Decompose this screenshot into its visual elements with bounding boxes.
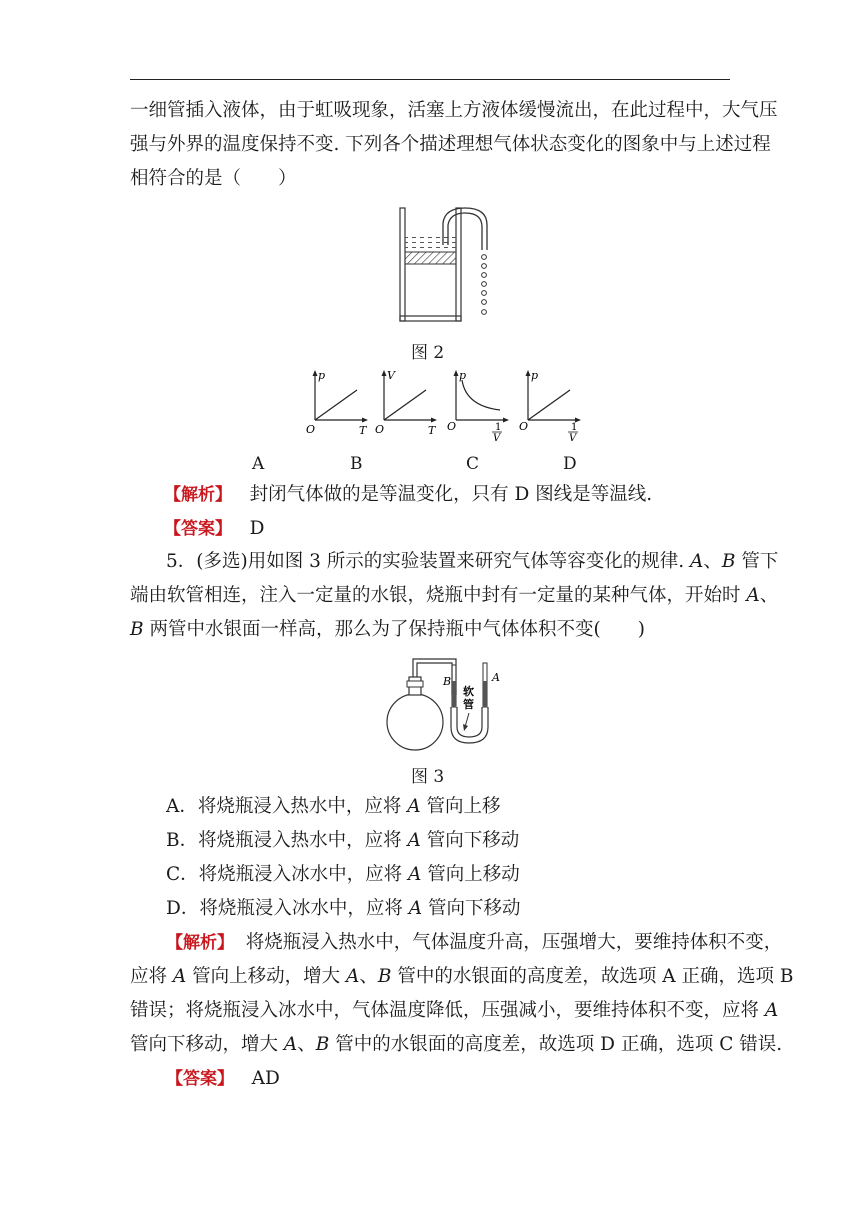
q4-stem [130,94,778,196]
q4-answer-tag: 【答案】 [164,519,232,539]
graph-c-origin: O [447,420,457,433]
figure-3-label-a: A [492,671,500,684]
graph-b [374,368,444,440]
graph-d-label: D [563,454,577,474]
q5-line-2: 端由软管相连，注入一定量的水银，烧瓶中封有一定量的某种气体，开始时 A、 [130,585,779,606]
graph-d [518,368,588,444]
q5-stem [130,545,779,647]
graph-c-x-num: 1 [495,422,502,433]
figure-3-label-b: B [443,675,452,688]
graph-c-label: C [466,454,480,474]
figure-2-caption: 图 2 [411,343,445,363]
q4-answer-text: D [249,518,265,539]
graph-c [446,368,516,444]
figure-3-caption: 图 3 [411,767,445,787]
graph-d-y-label: p [531,369,539,382]
graph-a-y-label: p [318,369,326,382]
option-b: B．将烧瓶浸入热水中，应将 A 管向下移动 [166,830,520,851]
graph-d-x-num: 1 [571,422,578,433]
graph-a-origin: O [306,423,316,436]
graph-d-origin: O [519,420,529,433]
q5-answer-line [130,1062,730,1096]
graph-d-x-den: V [569,433,577,444]
q5-line-1: 5．(多选)用如图 3 所示的实验装置来研究气体等容变化的规律. A、B 管下 [166,551,779,572]
figure-3-label-soft-1: 软 [463,685,474,698]
q5-analysis [130,926,794,1096]
q4-analysis-text: 封闭气体做的是等温变化，只有 D 图线是等温线. [249,484,653,505]
graph-a [305,368,375,440]
q5-analysis-line-2: 应将 A 管向上移动，增大 A、B 管中的水银面的高度差，故选项 A 正确，选项 B [130,966,794,987]
graph-a-x-label: T [359,424,367,437]
q5-analysis-line-1: 【解析】 将烧瓶浸入热水中，气体温度升高，压强增大，要维持体积不变， [166,932,783,953]
graph-c-x-den: V [493,433,501,444]
q4-line-1: 一细管插入液体，由于虹吸现象，活塞上方液体缓慢流出，在此过程中，大气压 [130,100,778,121]
figure-2-apparatus [395,205,505,325]
q5-analysis-line-4: 管向下移动，增大 A、B 管中的水银面的高度差，故选项 D 正确，选项 C 错误. [130,1034,783,1055]
option-a: A．将烧瓶浸入热水中，应将 A 管向上移 [166,796,501,817]
option-c: C．将烧瓶浸入冰水中，应将 A 管向上移动 [166,864,520,885]
figure-3-apparatus [385,655,515,755]
q4-analysis-tag: 【解析】 [164,485,232,505]
q4-line-2: 强与外界的温度保持不变. 下列各个描述理想气体状态变化的图象中与上述过程 [130,134,771,155]
graph-b-origin: O [375,423,385,436]
q5-answer-tag: 【答案】 [166,1069,234,1089]
q5-answer-text: AD [251,1068,280,1089]
figure-3-label-soft-2: 管 [463,698,474,711]
q5-analysis-line-3: 错误；将烧瓶浸入冰水中，气体温度降低，压强减小，要维持体积不变，应将 A [130,1000,779,1021]
graph-a-label: A [252,454,265,474]
q4-line-3: 相符合的是（ ） [130,168,297,189]
graph-b-x-label: T [428,424,436,437]
graph-b-y-label: V [387,369,395,382]
graph-b-label: B [350,454,363,474]
q4-analysis [130,478,730,546]
q5-line-3: B 两管中水银面一样高，那么为了保持瓶中气体体积不变( ) [130,619,645,640]
graph-c-y-label: p [459,369,467,382]
q5-options [130,790,730,926]
header-rule [130,79,730,80]
option-d: D．将烧瓶浸入冰水中，应将 A 管向下移动 [166,898,521,919]
q5-analysis-tag: 【解析】 [166,933,234,953]
